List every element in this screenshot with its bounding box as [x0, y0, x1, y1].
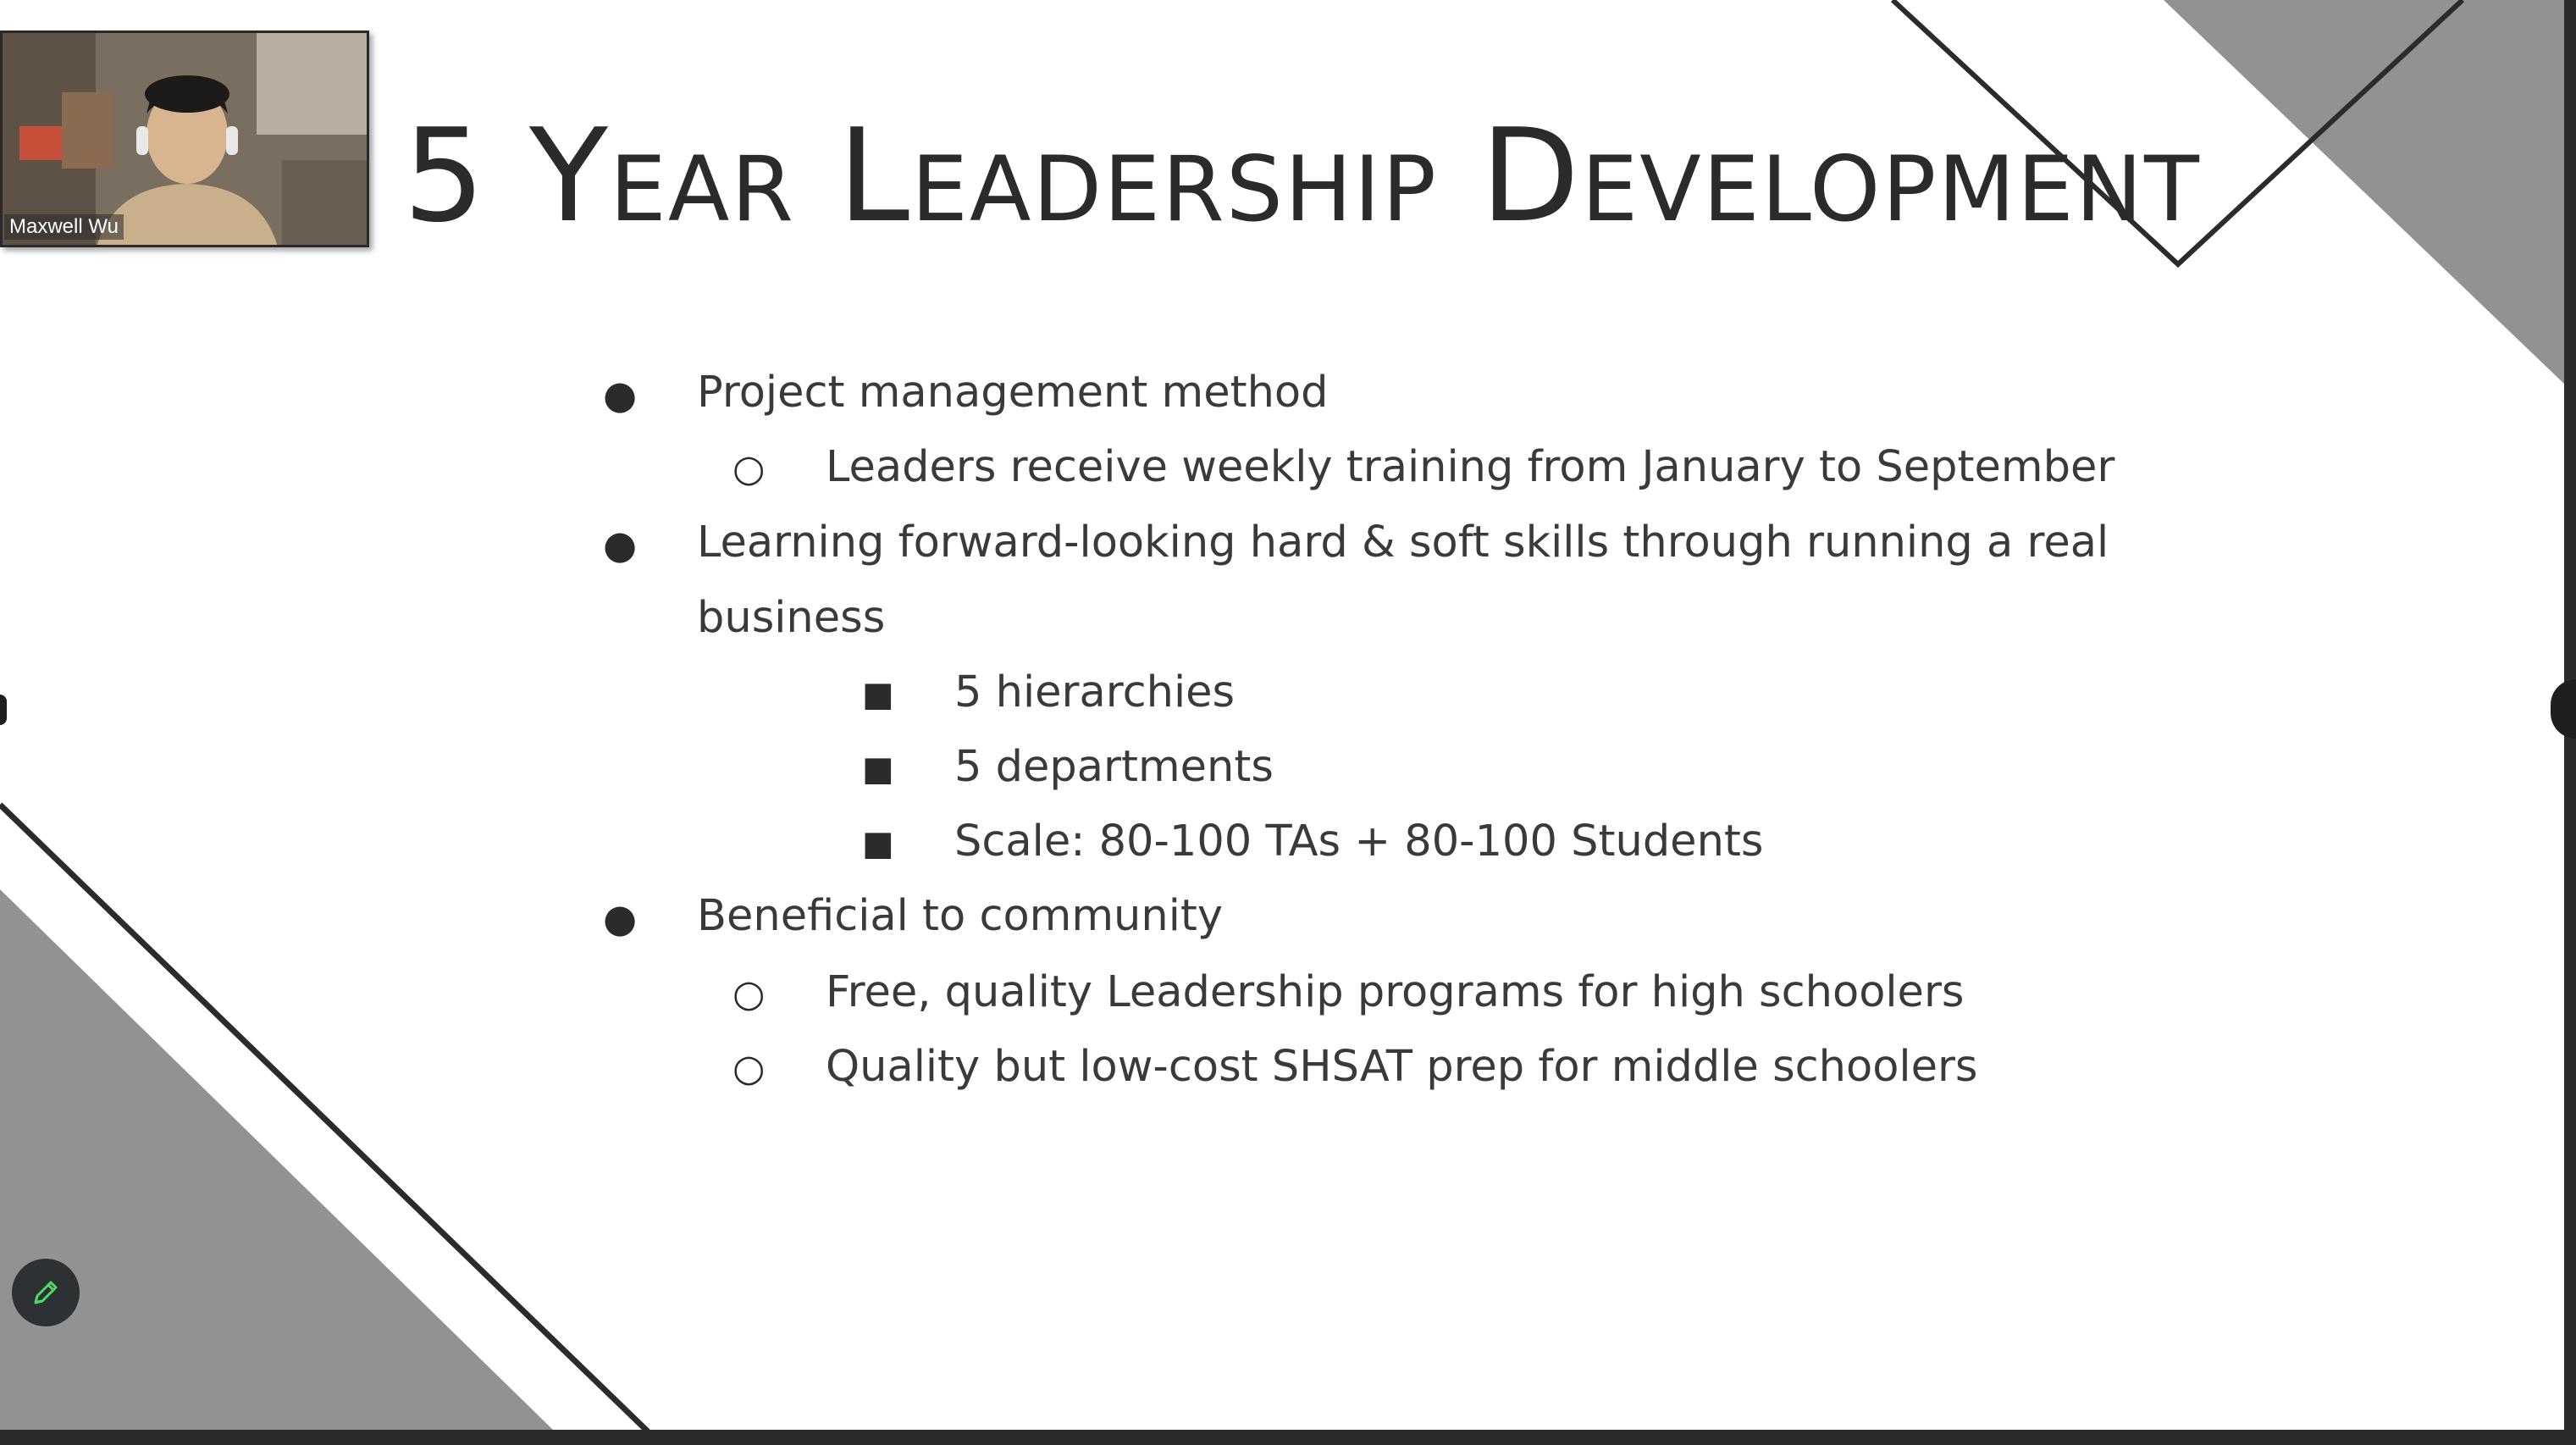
bullet-marker: ■ — [862, 750, 894, 789]
bullet-text: Leaders receive weekly training from January to September — [826, 442, 2115, 492]
bullet-text: 5 hierarchies — [954, 667, 1235, 717]
left-panel-handle[interactable] — [0, 695, 7, 725]
participant-video-tile[interactable] — [0, 30, 369, 247]
bullet-text: Quality but low-cost SHSAT prep for middle schoolers — [826, 1042, 1978, 1092]
bullet-text: Free, quality Leadership programs for high schoolers — [826, 967, 1965, 1017]
bullet-text-continuation: business — [697, 593, 886, 643]
annotate-button[interactable] — [12, 1259, 80, 1326]
bullet-marker: ○ — [732, 972, 766, 1016]
bullet-text: Beneficial to community — [697, 891, 1224, 941]
bottom-window-edge — [0, 1430, 2576, 1445]
participant-name: Maxwell Wu — [4, 214, 124, 240]
bullet-text: Scale: 80-100 TAs + 80-100 Students — [954, 817, 1764, 866]
bullet-marker: ■ — [862, 824, 894, 863]
bullet-marker: ● — [603, 372, 638, 418]
bullet-text: 5 departments — [954, 742, 1274, 792]
bullet-marker: ○ — [732, 1047, 766, 1090]
bullet-text: Project management method — [697, 368, 1329, 418]
bullet-marker: ○ — [732, 447, 766, 490]
bullet-marker: ● — [603, 895, 638, 941]
bullet-marker: ■ — [862, 675, 894, 714]
bullet-text: Learning forward-looking hard & soft skills through running a real — [697, 518, 2109, 567]
top-right-gray-triangle — [2164, 0, 2566, 385]
bullet-marker: ● — [603, 522, 638, 567]
slide-title: 5 Year Leadership Development — [403, 101, 2201, 251]
pencil-icon — [29, 1276, 63, 1309]
bottom-left-gray-triangle — [0, 889, 555, 1431]
